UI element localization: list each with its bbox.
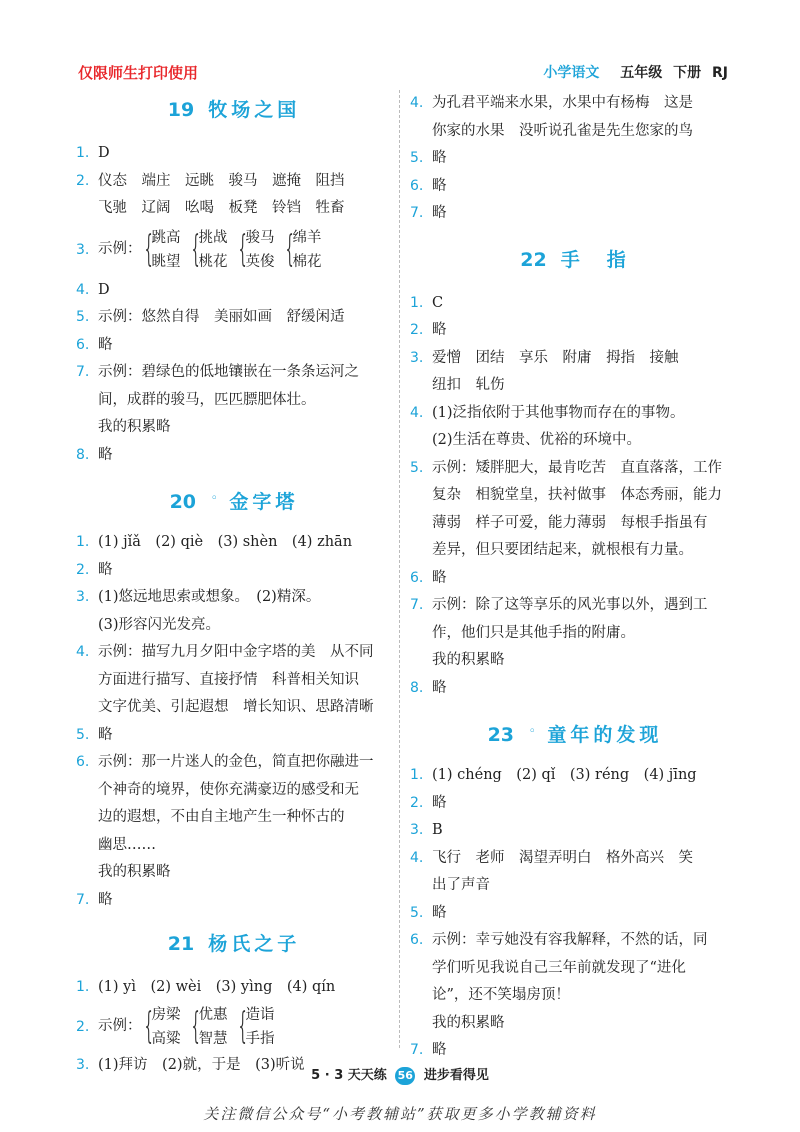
pair-word: 房梁 bbox=[151, 1006, 181, 1023]
word-pair bbox=[236, 226, 275, 274]
pair-word: 眺望 bbox=[151, 253, 181, 270]
answer-23-3: 3. B bbox=[410, 822, 443, 838]
answer-23-7: 7. 略 bbox=[410, 1042, 447, 1058]
word-pair bbox=[142, 1003, 181, 1051]
answer-20-6-note: 我的积累略 bbox=[98, 864, 171, 880]
brace-mark: { bbox=[191, 1005, 200, 1047]
answer-22-1: 1. C bbox=[410, 294, 444, 311]
answer-19-7-cont: 间，成群的骏马，匹匹膘肥体壮。 bbox=[98, 391, 316, 408]
pair-word: 智慧 bbox=[198, 1030, 228, 1047]
answer-19-8: 8. 略 bbox=[76, 446, 113, 463]
column-divider bbox=[399, 90, 400, 1048]
word-pair bbox=[236, 1003, 275, 1051]
answer-20-6-cont3: 幽思…… bbox=[98, 836, 156, 853]
subject-label: 小学语文 bbox=[543, 65, 600, 81]
brace-mark: { bbox=[144, 1005, 153, 1047]
answer-22-7-note: 我的积累略 bbox=[432, 652, 505, 668]
answer-20-7: 7. 略 bbox=[76, 891, 113, 908]
answer-22-2: 2. 略 bbox=[410, 322, 447, 338]
grade-label: 五年级 bbox=[620, 65, 663, 81]
brace-mark: { bbox=[238, 228, 247, 270]
lesson-20-title: 20 ◦ 金字塔 bbox=[169, 491, 299, 514]
answer-20-4: 4. 示例：描写九月夕阳中金字塔的美 从不同 bbox=[76, 644, 374, 660]
answer-19-2-cont: 飞驰 辽阔 吆喝 板凳 铃铛 牲畜 bbox=[98, 200, 345, 216]
answer-21-5: 5. 略 bbox=[410, 150, 447, 166]
word-pair bbox=[283, 226, 322, 274]
pair-word: 挑战 bbox=[198, 229, 228, 246]
word-pair bbox=[142, 226, 181, 274]
answer-20-6: 6. 示例：那一片迷人的金色，简直把你融进一 bbox=[76, 754, 374, 770]
word-pair bbox=[189, 1003, 228, 1051]
word-pair bbox=[189, 226, 228, 274]
answer-20-2: 2. 略 bbox=[76, 561, 113, 578]
answer-21-4: 4. 为孔君平端来水果，水果中有杨梅 这是 bbox=[410, 95, 693, 111]
answer-22-3: 3. 爱憎 团结 享乐 附庸 拇指 接触 bbox=[410, 349, 679, 366]
answer-23-1: 1. (1) chéng (2) qǐ (3) réng (4) jīng bbox=[410, 767, 697, 783]
pair-word: 优惠 bbox=[198, 1006, 228, 1023]
brace-mark: { bbox=[238, 1005, 247, 1047]
answer-22-6: 6. 略 bbox=[410, 569, 447, 586]
answer-22-5-cont2: 薄弱 样子可爱，能力薄弱 每根手指虽有 bbox=[432, 514, 708, 531]
answer-19-3: 3. 示例： { 跳高 眺望 { 挑战 桃花 { 骏马 英俊 { 绵羊 棉花 bbox=[76, 223, 392, 277]
pair-word: 桃花 bbox=[198, 253, 228, 270]
answer-19-7-note: 我的积累略 bbox=[98, 419, 171, 435]
pair-word: 跳高 bbox=[151, 229, 181, 246]
lesson-22-title: 22 手 指 bbox=[520, 248, 630, 271]
answer-21-6: 6. 略 bbox=[410, 177, 447, 194]
answer-22-8: 8. 略 bbox=[410, 679, 447, 696]
bottom-note: 关注微信公众号“小考教辅站”获取更多小学教辅资料 bbox=[203, 1105, 597, 1123]
answer-20-3: 3. (1)悠远地思索或想象。 (2)精深。 bbox=[76, 589, 321, 605]
brace-mark: { bbox=[285, 228, 294, 270]
answer-22-4-cont: (2)生活在尊贵、优裕的环境中。 bbox=[432, 432, 642, 448]
answer-19-5: 5. 示例：悠然自得 美丽如画 舒缓闲适 bbox=[76, 309, 345, 325]
answer-22-4: 4. (1)泛指依附于其他事物而存在的事物。 bbox=[410, 404, 685, 421]
page-number: 56 bbox=[395, 1067, 415, 1085]
edition-label: RJ bbox=[712, 65, 728, 81]
answer-23-6-cont2: 论”，还不笑塌房顶！ bbox=[432, 987, 570, 1003]
answer-20-5: 5. 略 bbox=[76, 726, 113, 743]
brand-label: 5 · 3 天天练 bbox=[311, 1068, 387, 1083]
lesson-21-title: 21 杨氏之子 bbox=[167, 933, 301, 955]
answer-20-6-cont: 个神奇的境界，使你充满豪迈的感受和无 bbox=[98, 781, 359, 798]
answer-20-1: 1. (1) jǐǎ (2) qiè (3) shèn (4) zhān bbox=[76, 534, 353, 550]
lesson-19-title: 19 牧场之国 bbox=[167, 99, 301, 121]
answer-23-6-note: 我的积累略 bbox=[432, 1014, 505, 1031]
page-footer bbox=[0, 1064, 800, 1085]
pair-word: 高粱 bbox=[151, 1030, 181, 1047]
print-notice: 仅限师生打印使用 bbox=[78, 64, 199, 82]
answer-19-7: 7. 示例：碧绿色的低地镶嵌在一条条运河之 bbox=[76, 364, 359, 380]
answer-23-6-cont: 学们听见我说自己三年前就发现了“进化 bbox=[432, 959, 686, 976]
answer-21-7: 7. 略 bbox=[410, 205, 447, 221]
pair-word: 手指 bbox=[245, 1030, 275, 1047]
answer-21-4-cont: 你家的水果 没听说孔雀是先生您家的鸟 bbox=[432, 122, 693, 139]
answer-19-2: 2. 仪态 端庄 远眺 骏马 遮掩 阻挡 bbox=[76, 172, 345, 189]
left-column bbox=[76, 92, 392, 1079]
answer-22-5: 5. 示例：矮胖肥大，最肯吃苦 直直落落，工作 bbox=[410, 459, 722, 476]
pair-word: 绵羊 bbox=[292, 229, 322, 246]
answer-19-1: 1. D bbox=[76, 145, 110, 161]
right-column bbox=[410, 90, 740, 1065]
answer-21-2: 2. 示例： { 房梁 高粱 { 优惠 智慧 { 造诣 手指 bbox=[76, 1002, 392, 1052]
answer-23-5: 5. 略 bbox=[410, 904, 447, 921]
term-label: 下册 bbox=[673, 65, 702, 81]
answer-20-3-cont: (3)形容闪光发亮。 bbox=[98, 616, 221, 633]
answer-19-4: 4. D bbox=[76, 281, 110, 298]
answer-21-1: 1. (1) yì (2) wèi (3) yìng (4) qín bbox=[76, 979, 336, 995]
answer-20-6-cont2: 边的遐想，不由自主地产生一种怀古的 bbox=[98, 809, 345, 825]
answer-23-4: 4. 飞行 老师 渴望弄明白 格外高兴 笑 bbox=[410, 849, 693, 866]
brace-mark: { bbox=[191, 228, 200, 270]
pair-word: 英俊 bbox=[245, 253, 275, 270]
pair-word: 棉花 bbox=[292, 253, 322, 270]
brace-mark: { bbox=[144, 228, 153, 270]
answer-22-7-cont: 作，他们只是其他手指的附庸。 bbox=[432, 624, 635, 641]
answer-22-7: 7. 示例：除了这等享乐的风光事以外，遇到工 bbox=[410, 597, 708, 613]
book-info bbox=[537, 62, 728, 82]
answer-20-4-cont: 方面进行描写、直接抒情 科普相关知识 bbox=[98, 671, 359, 688]
answer-19-6: 6. 略 bbox=[76, 336, 113, 353]
answer-22-5-cont3: 差异，但只要团结起来，就根根有力量。 bbox=[432, 542, 693, 558]
pair-word: 骏马 bbox=[245, 229, 275, 246]
answer-21-3: 3. (1)拜访 (2)就，于是 (3)听说 bbox=[76, 1056, 305, 1073]
answer-22-5-cont: 复杂 相貌堂皇，扶衬做事 体态秀丽，能力 bbox=[432, 487, 722, 503]
answer-23-4-cont: 出了声音 bbox=[432, 877, 490, 893]
lesson-23-title: 23 ◦ 童年的发现 bbox=[487, 724, 663, 747]
answer-22-3-cont: 纽扣 轧伤 bbox=[432, 377, 505, 393]
slogan-label: 进步看得见 bbox=[423, 1068, 489, 1083]
pair-word: 造诣 bbox=[245, 1006, 275, 1023]
answer-23-6: 6. 示例：幸亏她没有容我解释，不然的话，同 bbox=[410, 932, 708, 948]
answer-20-4-cont2: 文字优美、引起遐想 增长知识、思路清晰 bbox=[98, 699, 374, 715]
answer-23-2: 2. 略 bbox=[410, 794, 447, 811]
